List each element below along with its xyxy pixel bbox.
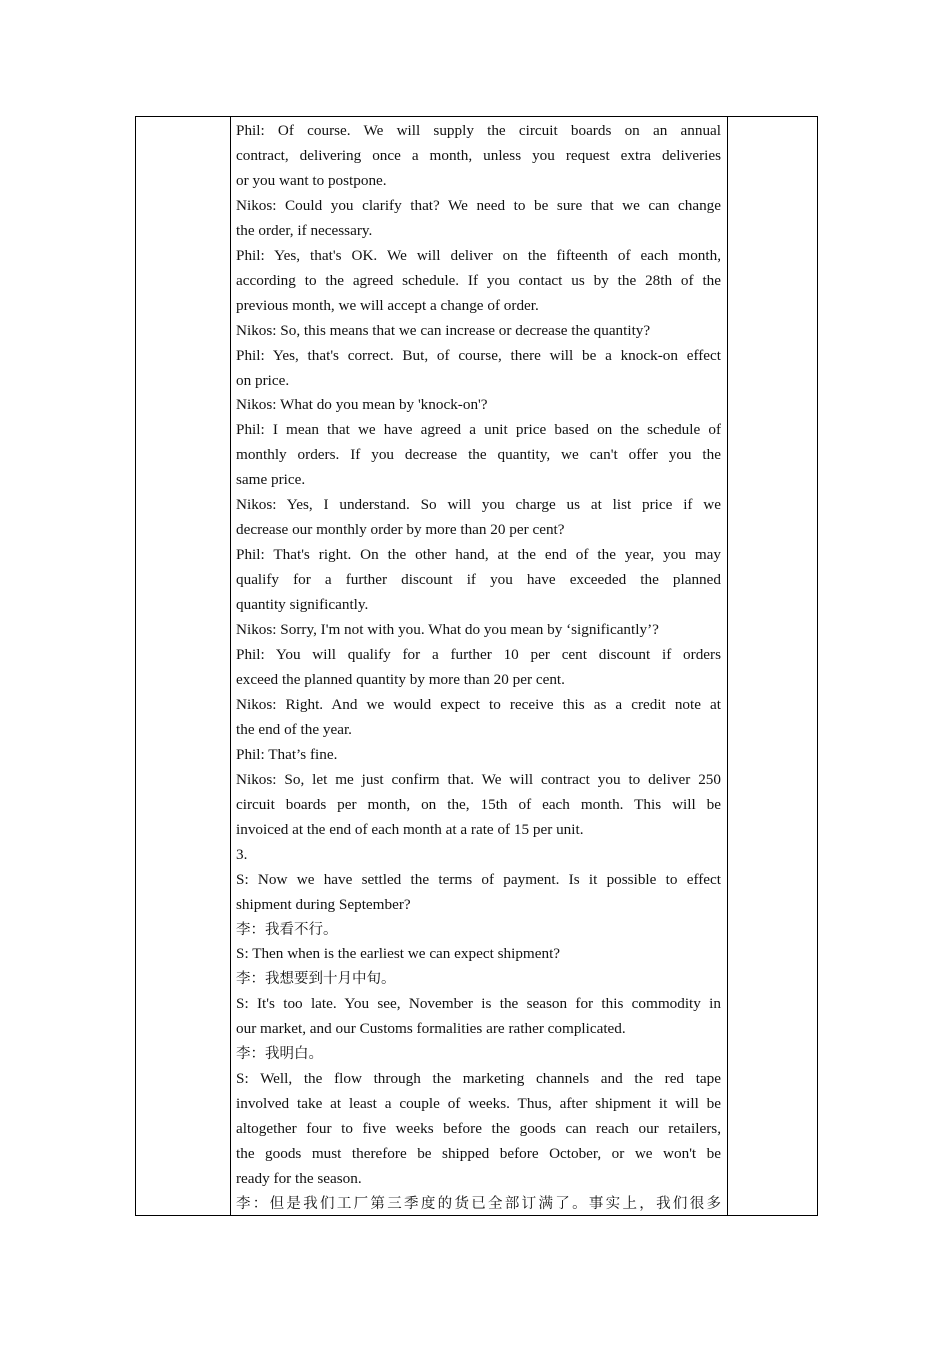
dialogue-line: the order, if necessary. — [236, 221, 373, 239]
dialogue-line: 3. — [236, 845, 248, 863]
dialogue-line: Phil: That's right. On the other hand, at the end of the year, you may — [236, 546, 721, 564]
dialogue-line: Nikos: Right. And we would expect to receive this as a credit note at — [236, 695, 721, 713]
dialogue-line: Phil: That’s fine. — [236, 745, 338, 763]
dialogue-line: Phil: You will qualify for a further 10 per cent discount if orders — [236, 646, 721, 664]
dialogue-line: S: Now we have settled the terms of payment. Is it possible to effect — [236, 870, 721, 888]
dialogue-line: contract, delivering once a month, unless you request extra deliveries — [236, 146, 721, 164]
dialogue-line: 李：我明白。 — [236, 1046, 323, 1063]
dialogue-line: Nikos: Sorry, I'm not with you. What do you mean by ‘significantly’? — [236, 621, 659, 639]
dialogue-line: according to the agreed schedule. If you contact us by the 28th of the — [236, 271, 721, 289]
dialogue-line: Nikos: Could you clarify that? We need to be sure that we can change — [236, 196, 721, 214]
dialogue-text-cell — [231, 117, 728, 1215]
dialogue-line: Nikos: So, this means that we can increase or decrease the quantity? — [236, 321, 651, 339]
dialogue-line: 李：我想要到十月中旬。 — [236, 971, 396, 988]
dialogue-line: exceed the planned quantity by more than 20 per cent. — [236, 670, 565, 688]
dialogue-line: quantity significantly. — [236, 596, 369, 614]
dialogue-line: the end of the year. — [236, 720, 352, 738]
dialogue-line: shipment during September? — [236, 895, 411, 913]
document-table — [135, 116, 818, 1216]
dialogue-line: involved take at least a couple of weeks. Thus, after shipment it will be — [236, 1095, 721, 1113]
table-left-column — [136, 117, 231, 1215]
dialogue-line: 李：但是我们工厂第三季度的货已全部订满了。事实上，我们很多 — [236, 1195, 721, 1212]
dialogue-line: Phil: Of course. We will supply the circuit boards on an annual — [236, 122, 721, 139]
dialogue-line: our market, and our Customs formalities are rather complicated. — [236, 1020, 626, 1038]
dialogue-line: altogether four to five weeks before the goods can reach our retailers, — [236, 1120, 721, 1138]
dialogue-line: Phil: I mean that we have agreed a unit price based on the schedule of — [236, 421, 721, 439]
dialogue-line: qualify for a further discount if you have exceeded the planned — [236, 571, 721, 589]
table-right-column — [728, 117, 817, 1215]
dialogue-line: decrease our monthly order by more than 20 per cent? — [236, 521, 565, 539]
dialogue-line: ready for the season. — [236, 1170, 362, 1188]
dialogue-line: Nikos: What do you mean by 'knock-on'? — [236, 396, 488, 414]
dialogue-line: same price. — [236, 471, 306, 489]
dialogue-line: invoiced at the end of each month at a rate of 15 per unit. — [236, 820, 584, 838]
dialogue-line: Phil: Yes, that's correct. But, of course, there will be a knock-on effect — [236, 346, 721, 364]
dialogue-line: Phil: Yes, that's OK. We will deliver on the fifteenth of each month, — [236, 246, 721, 264]
dialogue-line: S: Then when is the earliest we can expect shipment? — [236, 945, 561, 963]
dialogue-line: the goods must therefore be shipped before October, or we won't be — [236, 1145, 721, 1163]
dialogue-line: previous month, we will accept a change of order. — [236, 296, 539, 314]
dialogue-line: circuit boards per month, on the, 15th of each month. This will be — [236, 795, 721, 813]
dialogue-line: S: Well, the flow through the marketing channels and the red tape — [236, 1070, 721, 1088]
dialogue-line: S: It's too late. You see, November is the season for this commodity in — [236, 995, 721, 1013]
dialogue-line: Nikos: Yes, I understand. So will you charge us at list price if we — [236, 496, 721, 514]
dialogue-line: on price. — [236, 371, 290, 389]
dialogue-line: or you want to postpone. — [236, 171, 387, 189]
dialogue-line: Nikos: So, let me just confirm that. We will contract you to deliver 250 — [236, 770, 721, 788]
dialogue-line: 李：我看不行。 — [236, 921, 338, 938]
dialogue-line: monthly orders. If you decrease the quantity, we can't offer you the — [236, 446, 721, 464]
